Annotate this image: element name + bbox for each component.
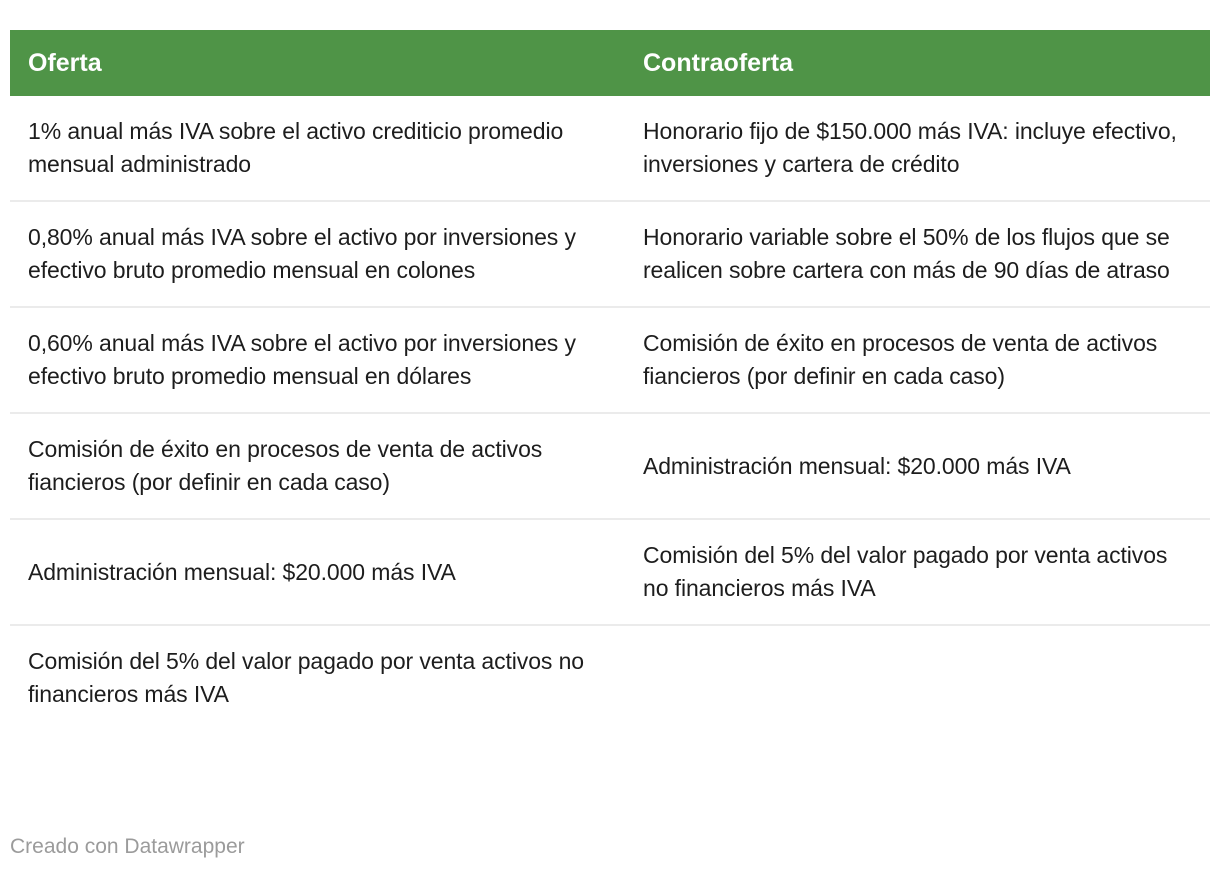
cell-contraoferta: Administración mensual: $20.000 más IVA (625, 413, 1210, 519)
header-row (10, 30, 1210, 96)
cell-contraoferta: Comisión de éxito en procesos de venta de activos fiancieros (por definir en cada caso) (625, 307, 1210, 413)
column-header-oferta: Oferta (10, 30, 625, 96)
table-header (10, 30, 1210, 96)
column-header-contraoferta: Contraoferta (625, 30, 1210, 96)
cell-contraoferta: Honorario fijo de $150.000 más IVA: incluye efectivo, inversiones y cartera de crédito (643, 118, 1177, 177)
cell-oferta: Comisión del 5% del valor pagado por venta activos no financieros más IVA (10, 625, 625, 730)
table-row (10, 519, 1210, 625)
table-body (10, 96, 1210, 730)
cell-contraoferta: Comisión del 5% del valor pagado por venta activos no financieros más IVA (625, 519, 1210, 625)
cell-oferta: Administración mensual: $20.000 más IVA (10, 519, 625, 625)
table-row (10, 625, 1210, 730)
datawrapper-attribution-link[interactable]: Creado con Datawrapper (10, 835, 245, 858)
table-row (10, 201, 1210, 307)
table-row (10, 413, 1210, 519)
cell-oferta: 1% anual más IVA sobre el activo crediticio promedio mensual administrado (28, 118, 564, 177)
cell-contraoferta (625, 625, 1210, 730)
table-row (10, 96, 1210, 201)
comparison-table (10, 30, 1210, 730)
cell-oferta: Comisión de éxito en procesos de venta de activos fiancieros (por definir en cada caso) (10, 413, 625, 519)
cell-contraoferta: Honorario variable sobre el 50% de los flujos que se realicen sobre cartera con más de 90 días de atraso (625, 201, 1210, 307)
cell-oferta: 0,60% anual más IVA sobre el activo por inversiones y efectivo bruto promedio mensual en dólares (10, 307, 625, 413)
table-row (10, 307, 1210, 413)
cell-oferta: 0,80% anual más IVA sobre el activo por inversiones y efectivo bruto promedio mensual en colones (10, 201, 625, 307)
